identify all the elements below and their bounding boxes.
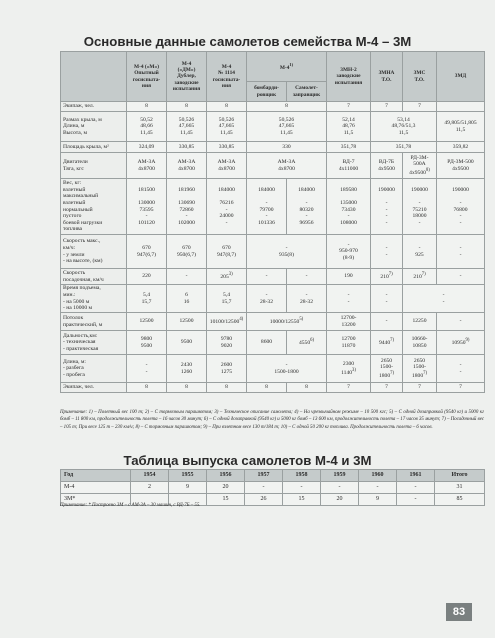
- header-3ms: 3МС Т.О.: [403, 52, 437, 102]
- production-header-row: Год 1954 1955 1956 1957 1958 1959 1960 1961 Итого: [61, 470, 485, 482]
- production-title: Таблица выпуска самолетов М-4 и 3М: [123, 453, 372, 468]
- footnotes-specs: Примечание: 1) – Полетный вес 100 т; 2) – С тормозным парашютом; 3) – Техническое описание самолета; 4) – На чрезвычайном режиме – 10 500 кгс; 5) – С одной дозаправкой (9540 кг) и 5000 кг бомб – 11 800 км, продолжительность полета – 16 часов 30 минут; 6) – С одной дозаправкой (9540 кг) и 5000 кг бомб – 13 600 км, продолжительность полета – 17 часов 35 минут; 7) – Посадочный вес – 105 т; При весе 125 т – 230 км/ч; 8) – С тормозным парашютом; 9) – При взлетном весе 130 т/184 т; 10) – С одной 50 200 кг топлива. Продолжительность полета – 6 часов.: [60, 410, 485, 430]
- header-m4dm: М-4 («ДМ») Дублер, заводские испытания: [167, 52, 207, 102]
- row-speed: Скорость макс., км/ч: - у земли - на высоте, (км) 670 947(6,7) 670 950(6,7) 670 947(8,7) - 935(8) - 950-970 (8-9) - - - 925 - -: [61, 235, 485, 269]
- header-3md: 3МД: [437, 52, 485, 102]
- production-row-m4: М-4 2 9 20 - - - - - 31: [61, 482, 485, 494]
- footnote-production: Примечание: * Построено 3М – с АМ-3А – 30 машин, с ВД-7Б – 55.: [60, 503, 201, 508]
- row-range: Дальность,км: - техническая - практическая 9800 9500 9500 9780 9020 8600 4550$^{6)}$ 12700 11870 9440$^{7)}$ 10660- 10850 10950$^{9)}$: [61, 331, 485, 355]
- header-blank: [61, 52, 127, 102]
- row-run-length: Длина, м: - разбега - пробега - - 2430 1260 2600 1275 - 1500-1800 2300 1140$^{3)}$ 2650 1500- 1800$^{7)}$ 2650 1500- 1800$^{7)}$ - -: [61, 355, 485, 383]
- row-crew-bottom: Экипаж, чел. 8 8 8 8 8 7 7 7 7: [61, 383, 485, 393]
- header-3mn2: 3МН-2 заводские испытания: [327, 52, 371, 102]
- row-climb-time: Время подъема, мин.: - на 5000 м - на 10000 м 5,4 15,7 6 16 5,4 15,7 - 28-32 - 28-32 - - - - - -: [61, 285, 485, 313]
- row-landing-speed: Скорость посадочная, км/ч 220 - 205$^{3)}$ - - 190 210$^{7)}$ 210$^{7)}$ -: [61, 269, 485, 285]
- row-crew: Экипаж, чел. 8 8 8 8 7 7 7: [61, 102, 485, 112]
- row-dimensions: Размах крыла, м Длина, м Высота, м 50,52 48,66 11,45 50,526 47,665 11,45 50,526 47,665 11,45 50,526 47,665 11,45 52,14 48,76 11,5 53,14 48,76/51,3 11,5 49,805/51,805 11,5: [61, 112, 485, 142]
- specs-table: [60, 51, 485, 393]
- header-bomber: бомбарди- ровщик: [247, 82, 287, 102]
- row-wing-area: Площадь крыла, м² 324,09 330,85 330,85 330 351,78 351,78 359,82: [61, 142, 485, 153]
- header-m4m: М-4 («М») Опытный госиспыта- ния: [127, 52, 167, 102]
- header-m4-group: М-4$^{1)}$: [247, 52, 327, 82]
- production-row-3m: 3М* 15 26 15 20 9 - 85: [61, 494, 485, 506]
- production-table: [60, 469, 485, 506]
- header-m4-1114: М-4 № 1114 госиспыта- ния: [207, 52, 247, 102]
- main-title: Основные данные самолетов семейства М-4 – 3М: [83, 34, 412, 49]
- row-ceiling: Потолок практический, м 12500 12500 10100/12500$^{4)}$ 10000/12550$^{5)}$ 12700- 13200 - 12250 -: [61, 313, 485, 331]
- row-engines: Двигатели Тяга, кгс АМ-3А 4х8700 АМ-3А 4х8700 АМ-3А 4х8700 АМ-3А 4х8700 ВД-7 4х11000 ВД-7Б 4х9500 РД-3М- 500А 4х9500$^{8)}$ РД-3М-500 4х9500: [61, 153, 485, 179]
- header-3mna: 3МНА Т.О.: [371, 52, 403, 102]
- header-tanker: Самолет- заправщик: [287, 82, 327, 102]
- page-number: 83: [446, 603, 472, 621]
- row-weights: Вес, кг: взлетный максимальный взлетный нормальный пустого боевой нагрузки топлива 181500 130000 73595 - 101120 181960 130690 72860 - 102000 184000 76216 - 24000 - 184000 - 79700 - 101336 184000 - 80320 - 96956 189580 135000 73430 - 108000 190000 - - - - 190000 - 75210 18000 - 190000 - 76800 - -: [61, 179, 485, 235]
